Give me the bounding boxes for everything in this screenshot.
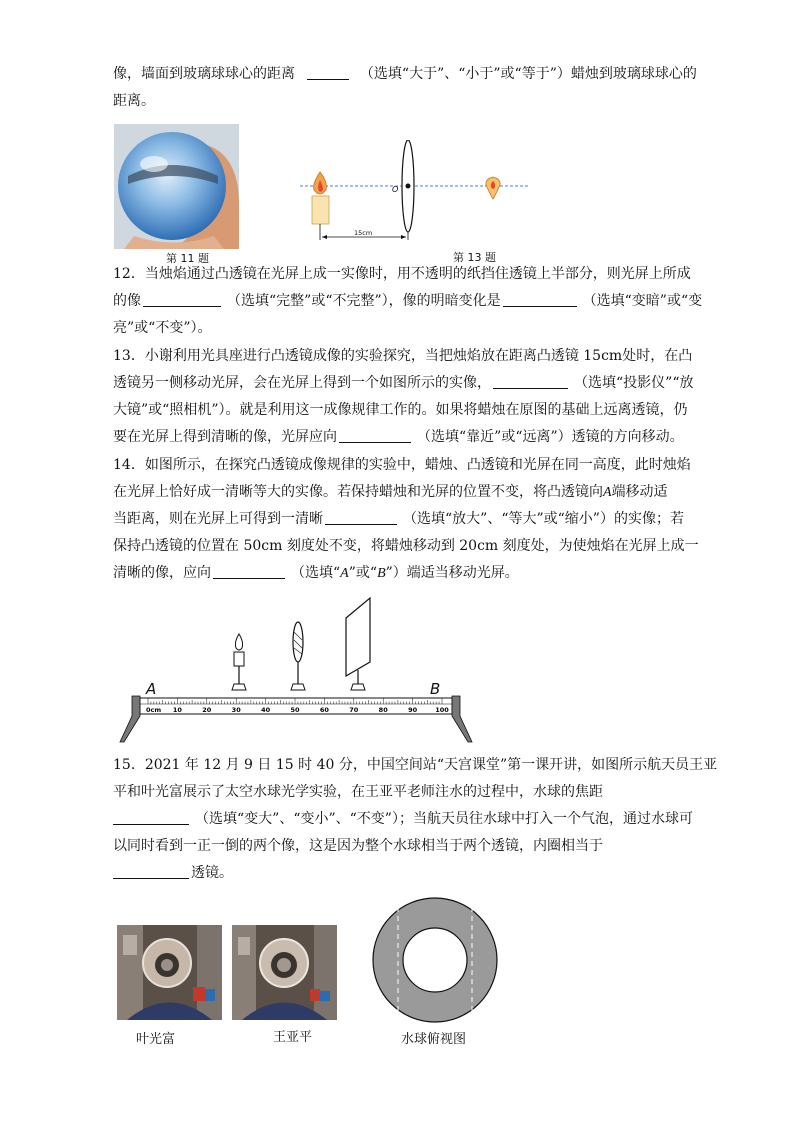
water-ball-top-view	[370, 895, 500, 1025]
q12-line-1: 12．当烛焰通过凸透镜在光屏上成一实像时，用不透明的纸挡住透镜上半部分，则光屏上所成	[113, 266, 691, 282]
air-bubble	[403, 928, 467, 992]
q14-var-a2: A	[340, 566, 349, 581]
q13-answer-blank-1[interactable]	[493, 374, 568, 389]
ruler-tick-label: 0cm	[146, 706, 162, 714]
bench-label-b: B	[430, 680, 441, 698]
q13-line-4	[113, 427, 684, 447]
q13-text-a: 透镜另一侧移动光屏，会在光屏上得到一个如图所示的实像，	[113, 375, 491, 391]
wang-yaping-caption: 王亚平	[273, 1030, 313, 1045]
q12-text-c: （选填“变暗”或“变	[582, 293, 703, 309]
q14-text-b: 端移动适	[611, 484, 668, 500]
q14-var-b: B	[377, 566, 386, 581]
bench-support-right	[452, 696, 472, 742]
q13-text-d: （选填“靠近”或“远离”）透镜的方向移动。	[417, 429, 684, 445]
light-screen	[346, 598, 370, 676]
q12-answer-blank-1[interactable]	[143, 292, 221, 307]
q12-answer-blank-2[interactable]	[503, 292, 577, 307]
q14-text-e: 清晰的像，应向	[113, 565, 211, 581]
ruler-tick-label: 40	[261, 706, 271, 714]
ye-guangfu-caption: 叶光富	[136, 1032, 176, 1047]
q11-answer-blank[interactable]	[307, 65, 349, 80]
bench-candle-flame	[235, 634, 242, 650]
ruler-tick-label: 70	[349, 706, 359, 714]
q14-line-5	[113, 563, 519, 584]
distance-label: 15cm	[354, 229, 373, 237]
optical-bench-diagram	[118, 596, 478, 746]
q14-line-2	[113, 482, 668, 503]
q12-line-2	[113, 291, 702, 311]
q11-text-options: （选填“大于”、“小于”或“等于”）蜡烛到玻璃球球心的	[359, 66, 697, 82]
q14-text-a: 在光屏上恰好成一清晰等大的实像。若保持蜡烛和光屏的位置不变，将凸透镜向	[113, 484, 603, 500]
q15-text-b: （选填“变大”、“变小”、“不变”）；当航天员往水球中打入一个气泡，通过水球可	[195, 811, 693, 827]
q14-text-h: ”）端适当移动光屏。	[385, 565, 519, 581]
q14-line-1: 14．如图所示，在探究凸透镜成像规律的实验中，蜡烛、凸透镜和光屏在同一高度，此时烛焰	[113, 457, 691, 473]
q15-line-1: 15．2021 年 12 月 9 日 15 时 40 分，中国空间站“天宫课堂”第一课开讲，如图所示航天员王亚	[113, 757, 718, 773]
candle-body	[312, 196, 329, 224]
q15-answer-blank-2[interactable]	[113, 864, 189, 879]
q14-line-3	[113, 509, 684, 529]
q12-text-b: （选填“完整”或“不完整”），像的明暗变化是	[227, 293, 501, 309]
optical-center	[406, 184, 411, 189]
q14-var-a: A	[603, 485, 612, 500]
q14-text-d: （选填“放大”、“等大”或“缩小”）的实像；若	[403, 511, 684, 527]
q15-line-5	[113, 863, 233, 883]
ruler-tick-label: 30	[231, 706, 241, 714]
q13-line-1: 13．小谢利用光具座进行凸透镜成像的实验探究，当把烛焰放在距离凸透镜 15cm处时，在凸	[113, 348, 693, 364]
q12-line-3: 亮”或“不变”）。	[113, 320, 212, 336]
fig11-caption: 第 11 题	[166, 252, 209, 265]
q14-text-g: ”或“	[348, 565, 378, 581]
q14-answer-blank-2[interactable]	[213, 564, 285, 579]
ruler-tick-label: 20	[202, 706, 212, 714]
q13-answer-blank-2[interactable]	[339, 428, 411, 443]
bench-support-left	[120, 696, 140, 742]
fig13-caption: 第 13 题	[453, 251, 496, 264]
wang-yaping-photo	[232, 925, 337, 1020]
bench-candle-body	[234, 652, 244, 666]
q14-text-f: （选填“	[291, 565, 341, 581]
ye-guangfu-photo	[117, 925, 222, 1020]
q14-line-4: 保持凸透镜的位置在 50cm 刻度处不变，将蜡烛移动到 20cm 刻度处，为使烛焰在光屏上成一	[113, 538, 699, 554]
q13-text-c: 要在光屏上得到清晰的像，光屏应向	[113, 429, 337, 445]
q11-text: 像，墙面到玻璃球球心的距离	[113, 66, 295, 82]
water-ball-caption: 水球俯视图	[401, 1032, 467, 1047]
optical-center-label: O	[392, 185, 399, 194]
q13-text-b: （选填“投影仪”“放	[574, 375, 694, 391]
q14-text-c: 当距离，则在光屏上可得到一清晰	[113, 511, 323, 527]
q11-line-2: 距离。	[113, 93, 155, 109]
ruler-tick-label: 50	[290, 706, 300, 714]
q14-answer-blank-1[interactable]	[325, 510, 397, 525]
ruler-tick-label: 100	[435, 706, 449, 714]
q15-text-c: 透镜。	[191, 865, 233, 881]
ruler-tick-label: 10	[172, 706, 182, 714]
ruler-tick-label: 90	[408, 706, 418, 714]
fig13-diagram	[300, 140, 530, 245]
bench-lens	[293, 622, 303, 662]
q13-line-3: 大镜”或“照相机”）。就是利用这一成像规律工作的。如果将蜡烛在原图的基础上远离透镜，仍	[113, 402, 688, 418]
glass-ball-photo	[114, 124, 239, 249]
ruler-tick-label: 60	[319, 706, 329, 714]
q15-answer-blank-1[interactable]	[113, 810, 189, 825]
bench-label-a: A	[146, 680, 157, 698]
q11-line-1	[113, 64, 697, 84]
q15-line-4: 以同时看到一正一倒的两个像，这是因为整个水球相当于两个透镜，内圈相当于	[113, 838, 603, 854]
q15-line-3	[113, 809, 693, 829]
ruler-tick-label: 80	[378, 706, 388, 714]
q13-line-2	[113, 373, 693, 393]
q12-text-a: 的像	[113, 293, 141, 309]
q15-line-2: 平和叶光富展示了太空水球光学实验，在王亚平老师注水的过程中，水球的焦距	[113, 784, 603, 800]
